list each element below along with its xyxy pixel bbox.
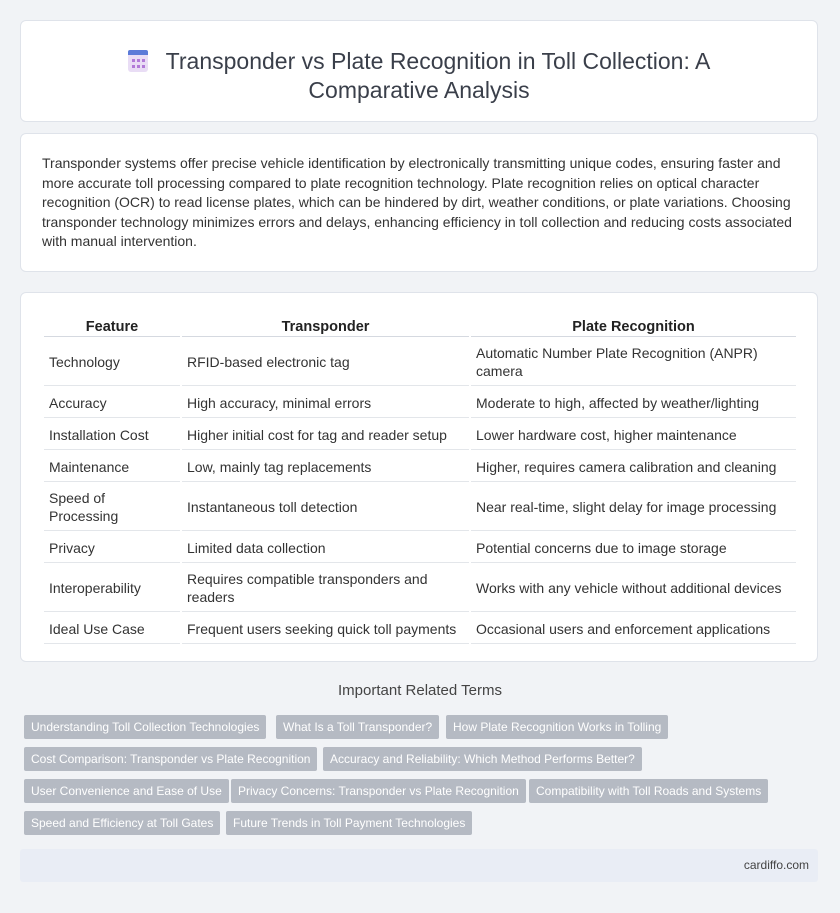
table-cell: Low, mainly tag replacements [182, 452, 469, 482]
related-tag[interactable]: Cost Comparison: Transponder vs Plate Recognition [24, 747, 317, 771]
header-plate-recognition: Plate Recognition [471, 317, 796, 337]
comparison-card [20, 292, 818, 662]
intro-card [20, 133, 818, 272]
table-cell: RFID-based electronic tag [182, 339, 469, 386]
header-feature: Feature [44, 317, 180, 337]
page-title-line1: Transponder vs Plate Recognition in Toll Collection: A [165, 48, 711, 74]
table-cell: Installation Cost [44, 420, 180, 450]
table-row [44, 484, 796, 531]
table-cell: Privacy [44, 533, 180, 563]
table-cell: Accuracy [44, 388, 180, 418]
related-tag[interactable]: Understanding Toll Collection Technologies [24, 715, 266, 739]
table-cell: High accuracy, minimal errors [182, 388, 469, 418]
table-cell: Occasional users and enforcement applications [471, 614, 796, 644]
table-row [44, 339, 796, 386]
table-row [44, 565, 796, 612]
header-transponder: Transponder [182, 317, 469, 337]
table-cell: Technology [44, 339, 180, 386]
table-row [44, 452, 796, 482]
table-cell: Automatic Number Plate Recognition (ANPR) camera [471, 339, 796, 386]
intro-paragraph: Transponder systems offer precise vehicle identification by electronically transmitting unique codes, ensuring faster and more accurate toll processing compared to plate recognition technology. Plate recognition relies on optical character recognition (OCR) to read license plates, which can be hindered by dirt, weather conditions, or plate variations. Choosing transponder technology minimizes errors and delays, enhancing efficiency in toll collection and reducing costs associated with manual intervention. [42, 155, 792, 250]
related-tag[interactable]: What Is a Toll Transponder? [276, 715, 439, 739]
table-cell: Interoperability [44, 565, 180, 612]
table-cell: Potential concerns due to image storage [471, 533, 796, 563]
table-header-row [44, 317, 796, 337]
table-row [44, 388, 796, 418]
related-tag[interactable]: Future Trends in Toll Payment Technologies [226, 811, 472, 835]
table-cell: Works with any vehicle without additional devices [471, 565, 796, 612]
table-cell: Speed of Processing [44, 484, 180, 531]
related-tag[interactable]: Speed and Efficiency at Toll Gates [24, 811, 220, 835]
table-cell: Lower hardware cost, higher maintenance [471, 420, 796, 450]
title-card [20, 20, 818, 122]
related-tag[interactable]: How Plate Recognition Works in Tolling [446, 715, 668, 739]
table-cell: Frequent users seeking quick toll payments [182, 614, 469, 644]
footer-site-link[interactable]: cardiffo.com [743, 858, 809, 872]
table-row [44, 614, 796, 644]
page-title [21, 47, 817, 105]
related-tag[interactable]: Compatibility with Toll Roads and Systems [529, 779, 768, 803]
table-cell: Moderate to high, affected by weather/lighting [471, 388, 796, 418]
table-cell: Instantaneous toll detection [182, 484, 469, 531]
table-row [44, 420, 796, 450]
related-terms-title: Important Related Terms [338, 682, 502, 699]
table-row [44, 533, 796, 563]
table-cell: Higher initial cost for tag and reader setup [182, 420, 469, 450]
footer [20, 849, 818, 882]
table-cell: Limited data collection [182, 533, 469, 563]
table-cell: Higher, requires camera calibration and cleaning [471, 452, 796, 482]
comparison-table [42, 315, 798, 646]
table-cell: Maintenance [44, 452, 180, 482]
related-tag[interactable]: Privacy Concerns: Transponder vs Plate Recognition [231, 779, 526, 803]
page-title-line2: Comparative Analysis [308, 77, 530, 103]
table-cell: Requires compatible transponders and readers [182, 565, 469, 612]
table-cell: Near real-time, slight delay for image processing [471, 484, 796, 531]
table-cell: Ideal Use Case [44, 614, 180, 644]
calendar-icon [128, 50, 148, 72]
related-tag[interactable]: Accuracy and Reliability: Which Method Performs Better? [323, 747, 642, 771]
related-tag[interactable]: User Convenience and Ease of Use [24, 779, 229, 803]
